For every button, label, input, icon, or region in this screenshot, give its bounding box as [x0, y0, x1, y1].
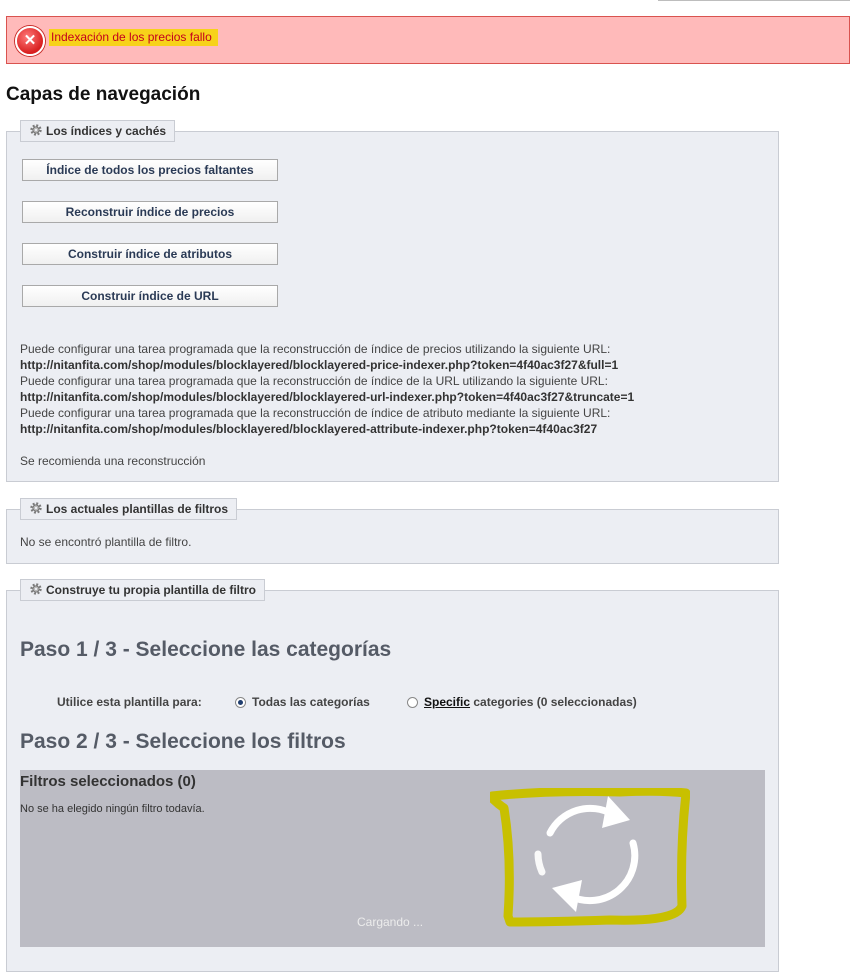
cron-url-attribute: http://nitanfita.com/shop/modules/blocklayered/blocklayered-attribute-indexer.php?token=4f40ac3f27 — [20, 422, 598, 436]
rebuild-price-index-button[interactable]: Reconstruir índice de precios — [22, 201, 278, 223]
loading-text: Cargando ... — [357, 915, 424, 929]
selected-filters-heading: Filtros seleccionados (0) — [20, 773, 196, 790]
indexes-panel-legend — [20, 120, 175, 142]
error-alert — [6, 16, 850, 64]
index-missing-prices-button[interactable]: Índice de todos los precios faltantes — [22, 159, 278, 181]
all-categories-label: Todas las categorías — [252, 695, 370, 709]
specific-categories-label — [424, 695, 637, 709]
top-divider — [658, 0, 850, 1]
error-x-icon: ✕ — [15, 26, 45, 56]
gear-icon — [29, 582, 43, 596]
templates-panel — [6, 502, 779, 564]
specific-categories-radio[interactable] — [407, 697, 418, 708]
build-attribute-index-button[interactable]: Construir índice de atributos — [22, 243, 278, 265]
all-categories-radio[interactable] — [235, 697, 246, 708]
use-template-label: Utilice esta plantilla para: — [57, 695, 202, 709]
build-url-index-button[interactable]: Construir índice de URL — [22, 285, 278, 307]
no-templates-message: No se encontró plantilla de filtro. — [20, 535, 192, 549]
cron-info-url: Puede configurar una tarea programada que la reconstrucción de índice de la URL utilizando la siguiente URL: — [20, 374, 608, 388]
rebuild-recommendation: Se recomienda una reconstrucción — [20, 454, 206, 468]
specific-categories-link[interactable]: Specific — [424, 695, 471, 709]
refresh-spinner-icon — [490, 788, 690, 928]
gear-icon — [29, 123, 43, 137]
step2-title: Paso 2 / 3 - Seleccione los filtros — [20, 730, 346, 753]
templates-panel-legend-text: Los actuales plantillas de filtros — [46, 502, 229, 516]
cron-url-price: http://nitanfita.com/shop/modules/blocklayered/blocklayered-price-indexer.php?token=4f40ac3f27&full=1 — [20, 358, 619, 372]
step1-title: Paso 1 / 3 - Seleccione las categorías — [20, 638, 392, 661]
builder-panel-legend-text: Construye tu propia plantilla de filtro — [46, 583, 257, 597]
filters-loading-overlay — [20, 770, 765, 947]
templates-panel-legend — [20, 498, 237, 520]
cron-info-price: Puede configurar una tarea programada que la reconstrucción de índice de precios utilizando la siguiente URL: — [20, 342, 611, 356]
error-message: Indexación de los precios fallo — [49, 29, 218, 46]
no-filters-message: No se ha elegido ningún filtro todavía. — [20, 803, 205, 815]
cron-info-attribute: Puede configurar una tarea programada que la reconstrucción de índice de atributo mediante la siguiente URL: — [20, 406, 611, 420]
cron-url-url: http://nitanfita.com/shop/modules/blocklayered/blocklayered-url-indexer.php?token=4f40ac3f27&truncate=1 — [20, 390, 635, 404]
page-title: Capas de navegación — [6, 84, 201, 105]
builder-panel-legend — [20, 579, 265, 601]
gear-icon — [29, 501, 43, 515]
indexes-panel-legend-text: Los índices y cachés — [46, 124, 167, 138]
indexes-panel — [6, 124, 779, 482]
builder-panel — [6, 583, 779, 972]
specific-categories-count: categories (0 seleccionadas) — [473, 695, 637, 709]
